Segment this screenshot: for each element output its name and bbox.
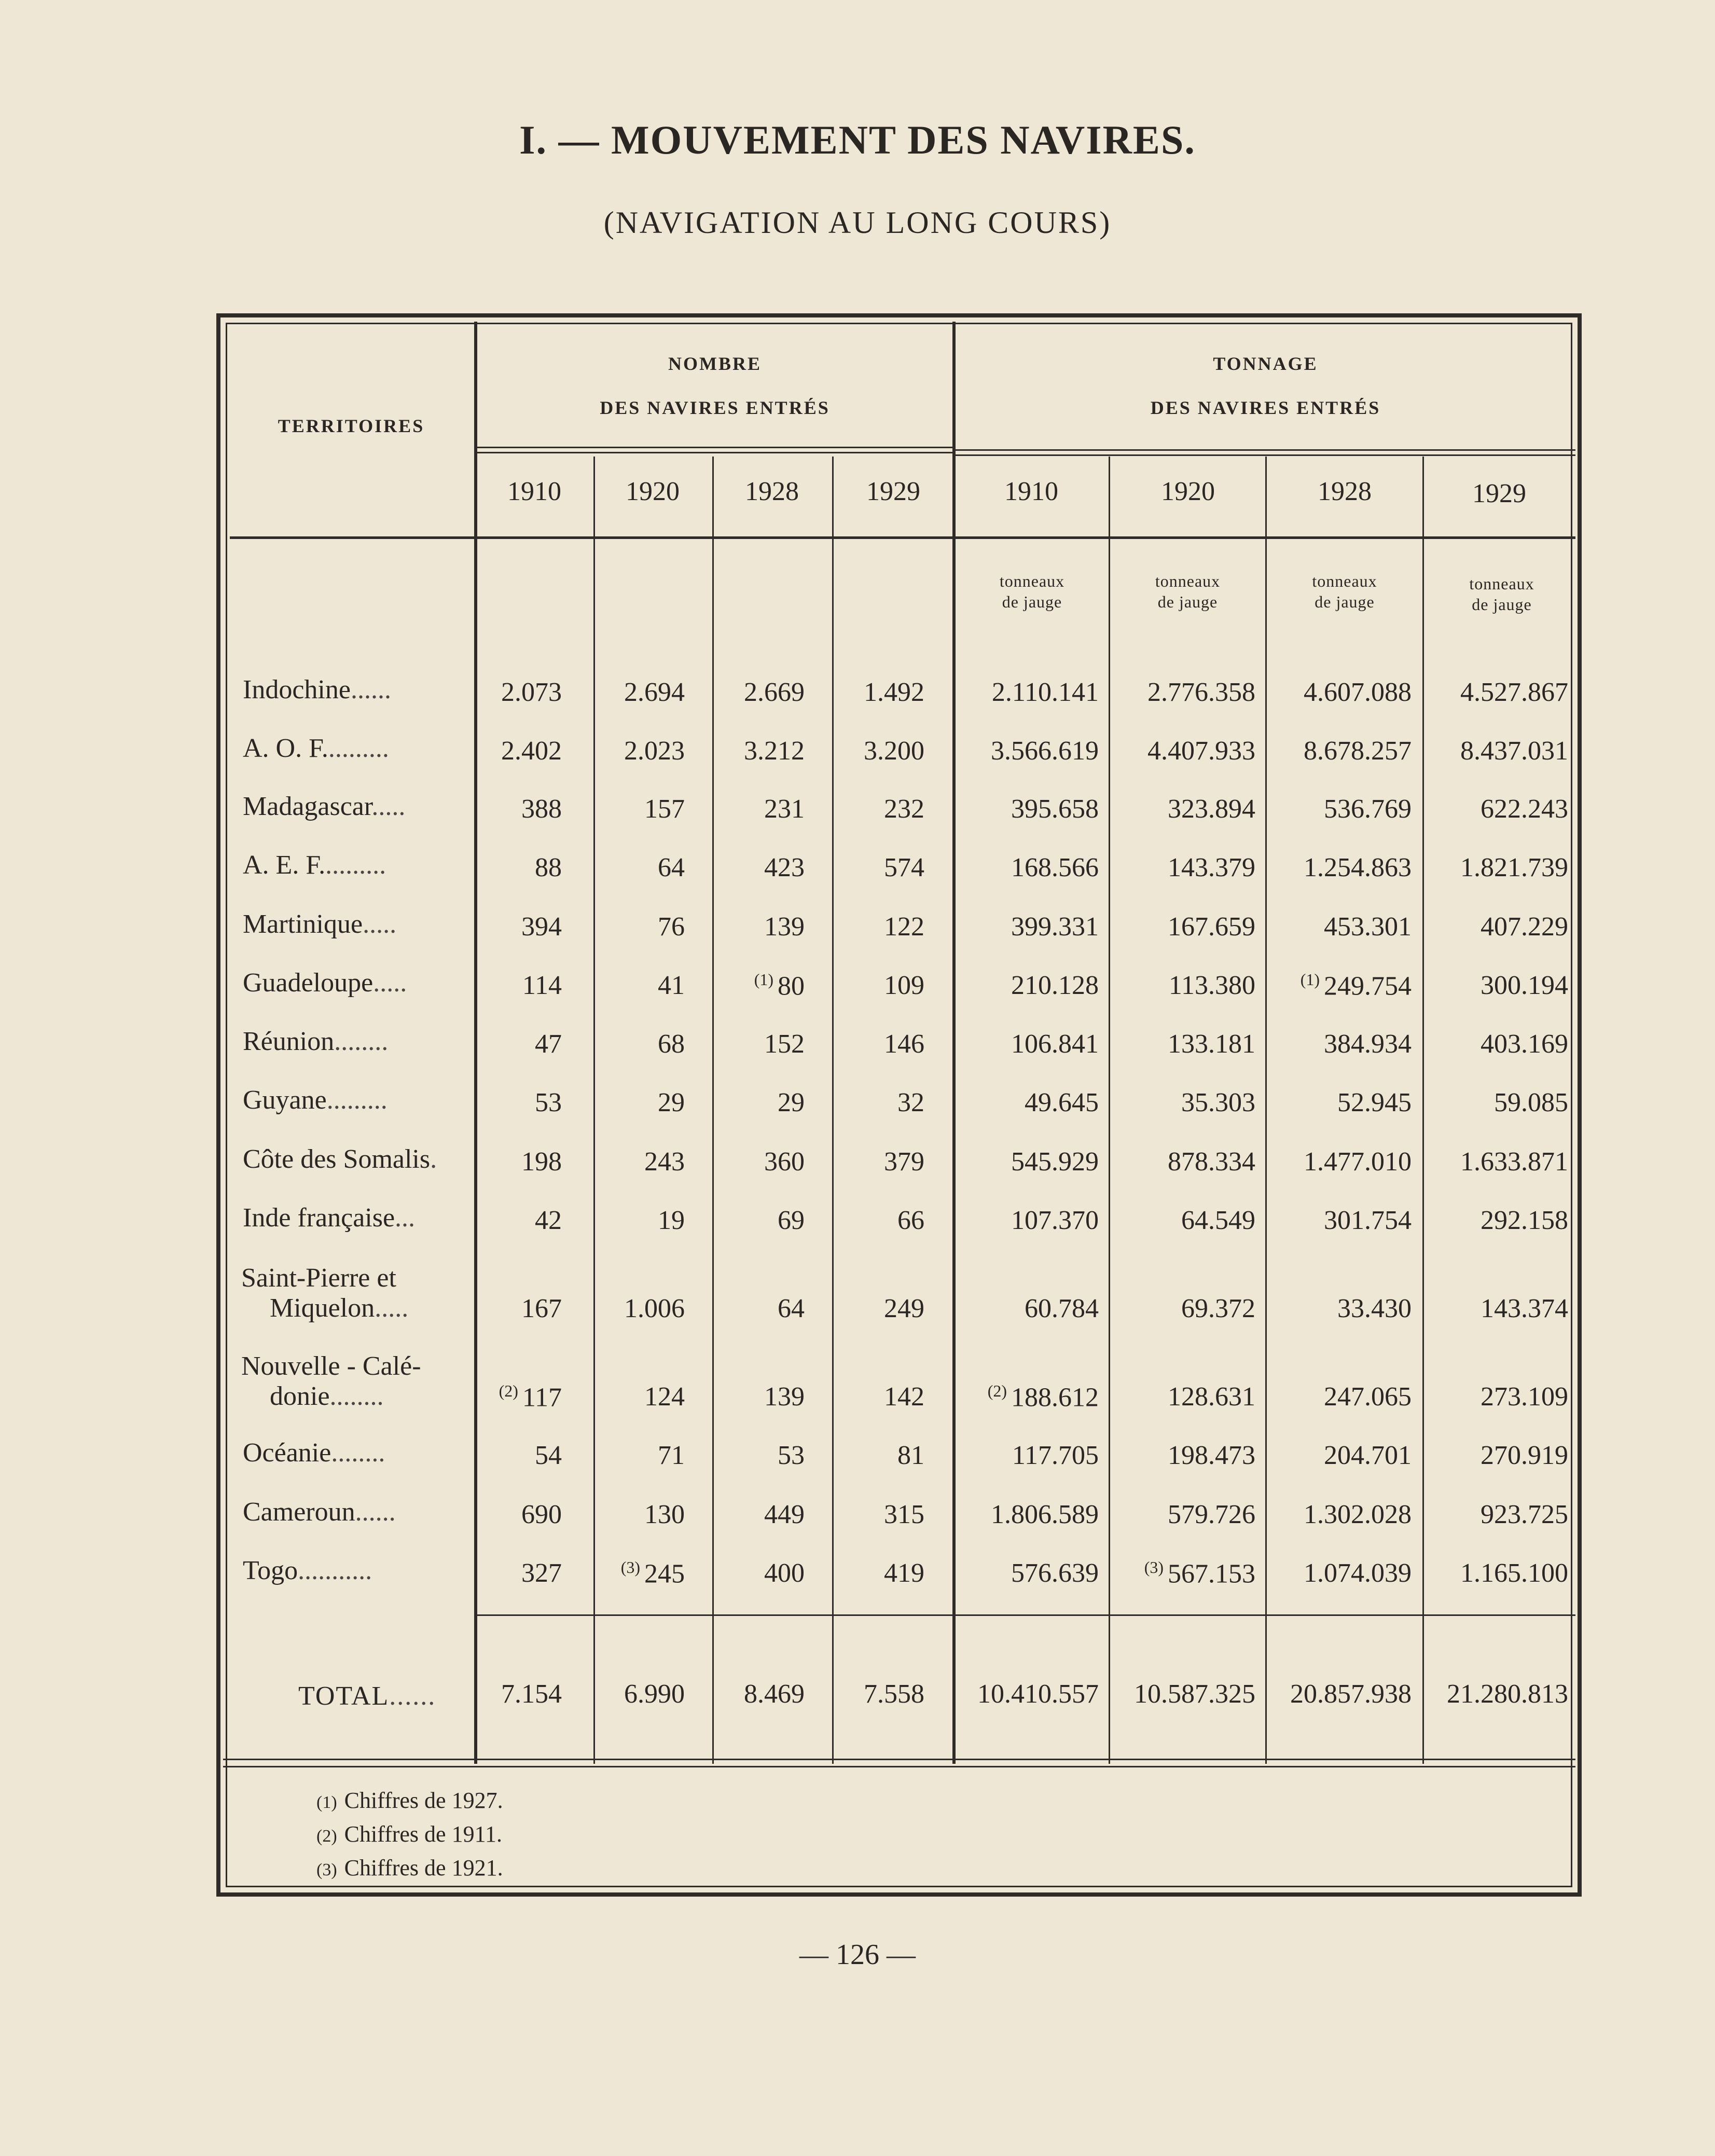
table-cell: 878.334	[1168, 1147, 1255, 1177]
total-value: 20.857.938	[1290, 1679, 1412, 1709]
footnote: (3) Chiffres de 1921.	[316, 1855, 503, 1881]
footnote: (1) Chiffres de 1927.	[316, 1788, 503, 1813]
territory-name: Nouvelle - Calé- donie........	[241, 1351, 421, 1411]
table-cell: 47	[535, 1029, 562, 1059]
territory-name: Océanie........	[243, 1438, 385, 1468]
table-cell: $^{(1)}$ 80	[754, 970, 805, 1001]
table-cell: 403.169	[1481, 1029, 1568, 1059]
total-value: 7.154	[501, 1679, 562, 1709]
table-cell: $^{(2)}$ 117	[499, 1381, 562, 1413]
table-cell: 395.658	[1011, 794, 1099, 824]
table-cell: 146	[884, 1029, 924, 1059]
year-header: 1929	[1472, 479, 1526, 508]
table-cell: 117.705	[1012, 1441, 1099, 1470]
table-cell: 49.645	[1025, 1088, 1099, 1117]
col-divider	[832, 457, 834, 1764]
table-cell: 249	[884, 1294, 924, 1323]
header-nombre-line1: NOMBRE	[668, 353, 762, 374]
table-cell: 109	[884, 971, 924, 1000]
table-cell: 66	[897, 1206, 924, 1235]
table-cell: 167.659	[1168, 912, 1255, 942]
table-cell: 122	[884, 912, 924, 942]
table-cell: 64.549	[1181, 1206, 1255, 1235]
table-cell: 52.945	[1337, 1088, 1412, 1117]
header-nombre-line2: DES NAVIRES ENTRÉS	[600, 397, 830, 418]
page-title: I. — MOUVEMENT DES NAVIRES.	[519, 117, 1196, 162]
table-cell: 19	[658, 1206, 685, 1235]
table-cell: 574	[884, 853, 924, 882]
table-cell: 64	[658, 853, 685, 882]
table-cell: 71	[658, 1441, 685, 1470]
table-cell: 3.566.619	[991, 736, 1099, 766]
territory-name: Togo...........	[243, 1556, 372, 1585]
table-cell: 142	[884, 1382, 924, 1412]
table-cell: 133.181	[1168, 1029, 1255, 1059]
table-cell: 384.934	[1324, 1029, 1412, 1059]
territory-name: A. E. F..........	[243, 850, 386, 880]
table-cell: 1.302.028	[1304, 1500, 1412, 1529]
table-cell: 449	[764, 1500, 805, 1529]
table-cell: 579.726	[1168, 1500, 1255, 1529]
table-cell: 4.527.867	[1460, 678, 1568, 707]
total-value: 8.469	[744, 1679, 805, 1709]
header-sep-upper	[956, 449, 1575, 451]
table-cell: 399.331	[1011, 912, 1099, 942]
table-cell: 690	[521, 1500, 562, 1529]
col-divider	[712, 457, 714, 1764]
table-cell: 198	[521, 1147, 562, 1177]
table-cell: 273.109	[1481, 1382, 1568, 1412]
table-cell: 167	[521, 1294, 562, 1323]
table-cell: 1.633.871	[1460, 1147, 1568, 1177]
table-cell: 2.110.141	[991, 678, 1099, 707]
table-cell: 388	[521, 794, 562, 824]
table-cell: 198.473	[1168, 1441, 1255, 1470]
table-cell: 76	[658, 912, 685, 942]
year-header: 1910	[507, 477, 561, 506]
table-cell: 130	[644, 1500, 685, 1529]
table-cell: 106.841	[1011, 1029, 1099, 1059]
table-cell: 419	[884, 1558, 924, 1588]
table-cell: $^{(2)}$ 188.612	[987, 1381, 1099, 1413]
table-cell: 1.806.589	[991, 1500, 1099, 1529]
table-cell: 4.607.088	[1304, 678, 1412, 707]
table-cell: 168.566	[1011, 853, 1099, 882]
table-cell: 2.694	[624, 678, 685, 707]
header-sep-lower	[230, 536, 1575, 539]
table-cell: 576.639	[1011, 1558, 1099, 1588]
table-cell: 210.128	[1011, 971, 1099, 1000]
table-cell: 69.372	[1181, 1294, 1255, 1323]
table-cell: 2.402	[501, 736, 562, 766]
table-cell: 3.200	[864, 736, 924, 766]
table-cell: 68	[658, 1029, 685, 1059]
table-cell: 53	[778, 1441, 805, 1470]
territory-name: A. O. F..........	[243, 734, 389, 763]
table-cell: 35.303	[1181, 1088, 1255, 1117]
table-cell: 2.776.358	[1147, 678, 1255, 707]
header-sep-upper	[477, 447, 952, 448]
year-header: 1928	[745, 477, 799, 506]
table-cell: 327	[521, 1558, 562, 1588]
table-cell: 81	[897, 1441, 924, 1470]
table-cell: 29	[778, 1088, 805, 1117]
header-territoires: TERRITOIRES	[278, 416, 425, 436]
territory-name: Inde française...	[243, 1203, 416, 1233]
page-subtitle: (NAVIGATION AU LONG COURS)	[603, 205, 1112, 240]
footer-sep	[223, 1766, 1575, 1767]
table-cell: 394	[521, 912, 562, 942]
table-cell: 143.374	[1481, 1294, 1568, 1323]
total-value: 10.410.557	[977, 1679, 1099, 1709]
table-cell: 32	[897, 1088, 924, 1117]
table-cell: 3.212	[744, 736, 805, 766]
table-cell: 4.407.933	[1147, 736, 1255, 766]
table-cell: 157	[644, 794, 685, 824]
total-label: TOTAL......	[298, 1681, 436, 1711]
year-header: 1928	[1318, 477, 1372, 506]
table-cell: 1.074.039	[1304, 1558, 1412, 1588]
table-cell: 42	[535, 1206, 562, 1235]
table-cell: 107.370	[1011, 1206, 1099, 1235]
col-divider	[1265, 457, 1267, 1764]
total-value: 6.990	[624, 1679, 685, 1709]
table-cell: 407.229	[1481, 912, 1568, 942]
total-value: 21.280.813	[1447, 1679, 1568, 1709]
header-tonnage-line1: TONNAGE	[1213, 353, 1318, 374]
table-cell: 1.477.010	[1304, 1147, 1412, 1177]
table-cell: 54	[535, 1441, 562, 1470]
territory-name: Madagascar.....	[243, 792, 406, 821]
table-cell: 270.919	[1481, 1441, 1568, 1470]
table-cell: 360	[764, 1147, 805, 1177]
table-cell: 2.023	[624, 736, 685, 766]
unit-label: tonneaux de jauge	[1312, 572, 1377, 611]
table-cell: 128.631	[1168, 1382, 1255, 1412]
year-header: 1920	[1161, 477, 1215, 506]
table-cell: 139	[764, 912, 805, 942]
table-cell: $^{(3)}$ 567.153	[1144, 1558, 1255, 1589]
year-header: 1929	[866, 477, 920, 506]
table-cell: 124	[644, 1382, 685, 1412]
col-divider	[1109, 457, 1110, 1764]
table-cell: 453.301	[1324, 912, 1412, 942]
table-cell: 33.430	[1337, 1294, 1412, 1323]
col-divider	[593, 457, 595, 1764]
header-tonnage-line2: DES NAVIRES ENTRÉS	[1150, 397, 1381, 418]
col-divider	[1422, 457, 1424, 1764]
table-cell: 423	[764, 853, 805, 882]
year-header: 1920	[626, 477, 680, 506]
header-sep-upper	[956, 454, 1575, 456]
territory-name: Indochine......	[243, 675, 391, 704]
table-cell: 323.894	[1168, 794, 1255, 824]
table-cell: $^{(3)}$ 245	[620, 1558, 685, 1589]
table-cell: 88	[535, 853, 562, 882]
unit-label: tonneaux de jauge	[1155, 572, 1221, 611]
table-cell: 8.437.031	[1460, 736, 1568, 766]
table-cell: 64	[778, 1294, 805, 1323]
table-cell: 139	[764, 1382, 805, 1412]
table-cell: 301.754	[1324, 1206, 1412, 1235]
footer-sep	[223, 1759, 1575, 1760]
page-number: — 126 —	[799, 1939, 916, 1971]
table-cell: 243	[644, 1147, 685, 1177]
territory-name: Martinique.....	[243, 909, 397, 939]
territory-name: Réunion........	[243, 1027, 389, 1056]
unit-label: tonneaux de jauge	[1469, 574, 1534, 614]
table-cell: 1.492	[864, 678, 924, 707]
table-cell: 536.769	[1324, 794, 1412, 824]
table-cell: 1.006	[624, 1294, 685, 1323]
footnotes	[316, 1785, 503, 1886]
table-cell: 152	[764, 1029, 805, 1059]
territory-name: Côte des Somalis.	[243, 1144, 437, 1174]
table-cell: 143.379	[1168, 853, 1255, 882]
table-cell: 232	[884, 794, 924, 824]
unit-label: tonneaux de jauge	[999, 572, 1065, 611]
territory-name: Guadeloupe.....	[243, 968, 407, 998]
total-value: 10.587.325	[1134, 1679, 1255, 1709]
table-cell: 622.243	[1481, 794, 1568, 824]
table-cell: $^{(1)}$ 249.754	[1300, 970, 1412, 1001]
table-cell: 113.380	[1168, 971, 1255, 1000]
table-cell: 300.194	[1481, 971, 1568, 1000]
table-cell: 379	[884, 1147, 924, 1177]
table-cell: 8.678.257	[1304, 736, 1412, 766]
table-cell: 41	[658, 971, 685, 1000]
table-cell: 29	[658, 1088, 685, 1117]
table-cell: 114	[522, 971, 562, 1000]
territory-name: Cameroun......	[243, 1497, 396, 1527]
table-cell: 1.254.863	[1304, 853, 1412, 882]
table-cell: 2.073	[501, 678, 562, 707]
table-cell: 400	[764, 1558, 805, 1588]
table-cell: 59.085	[1494, 1088, 1568, 1117]
footnote: (2) Chiffres de 1911.	[316, 1821, 502, 1847]
table-cell: 315	[884, 1500, 924, 1529]
total-sep	[477, 1614, 1575, 1616]
year-header: 1910	[1004, 477, 1058, 506]
table-cell: 2.669	[744, 678, 805, 707]
table-cell: 247.065	[1324, 1382, 1412, 1412]
table-cell: 1.165.100	[1460, 1558, 1568, 1588]
territory-name: Saint-Pierre et Miquelon.....	[241, 1263, 409, 1323]
header-sep-upper	[477, 452, 952, 453]
table-cell: 292.158	[1481, 1206, 1568, 1235]
table-cell: 1.821.739	[1460, 853, 1568, 882]
table-cell: 53	[535, 1088, 562, 1117]
table-cell: 545.929	[1011, 1147, 1099, 1177]
table-cell: 204.701	[1324, 1441, 1412, 1470]
table-cell: 60.784	[1025, 1294, 1099, 1323]
table-cell: 923.725	[1481, 1500, 1568, 1529]
table-cell: 231	[764, 794, 805, 824]
territory-name: Guyane.........	[243, 1085, 388, 1115]
total-value: 7.558	[864, 1679, 924, 1709]
table-cell: 69	[778, 1206, 805, 1235]
